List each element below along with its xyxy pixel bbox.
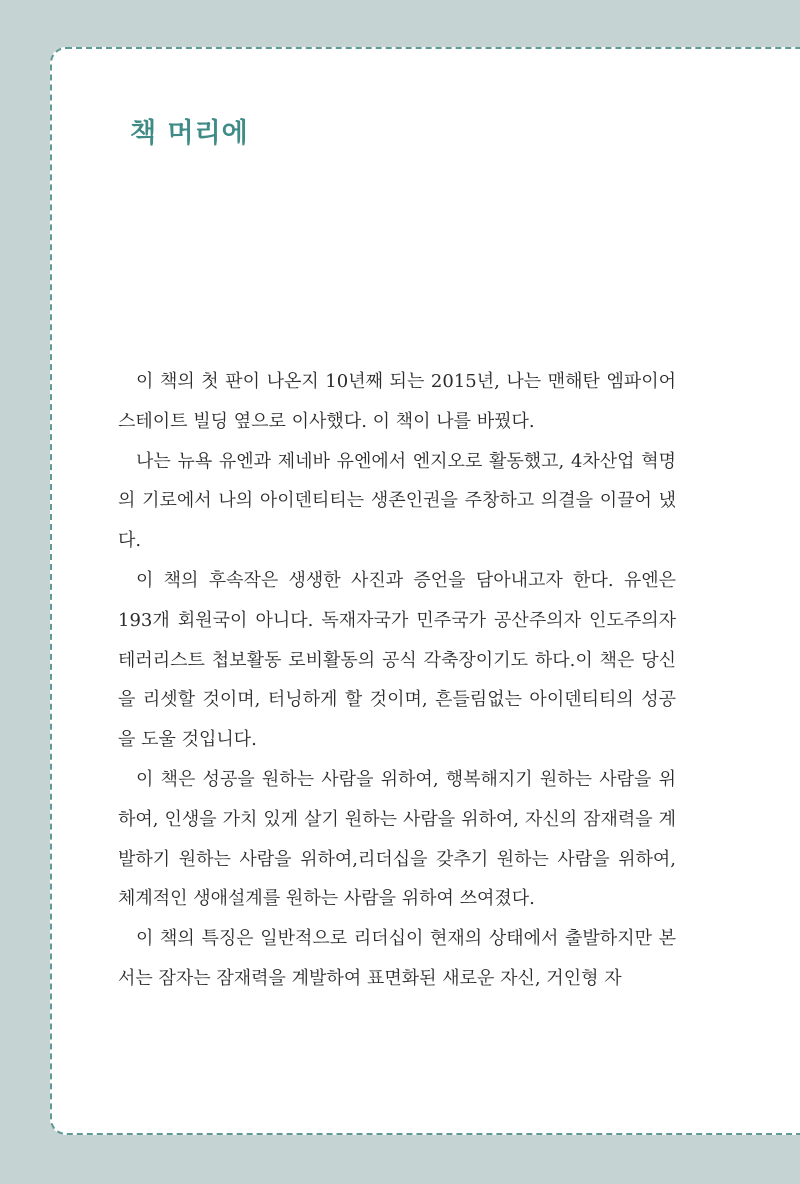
paragraph: 이 책의 후속작은 생생한 사진과 증언을 담아내고자 한다. 유엔은 193개 회원국이 아니다. 독재자국가 민주국가 공산주의자 인도주의자 테러리스트 첩보활동 로비활동의 공식 각축장이기도 하다.이 책은 당신을 리셋할 것이며, 터닝하게 할 것이며, 흔들림없는 아이덴티티의 성공을 도울 것입니다.: [118, 569, 676, 751]
paragraph: 이 책의 첫 판이 나온지 10년째 되는 2015년, 나는 맨해탄 엠파이어스테이트 빌딩 옆으로 이사했다. 이 책이 나를 바꿨다.: [118, 371, 676, 432]
body-text: [118, 362, 676, 999]
paragraph: 나는 뉴욕 유엔과 제네바 유엔에서 엔지오로 활동했고, 4차산업 혁명의 기로에서 나의 아이덴티티는 생존인권을 주창하고 의결을 이끌어 냈다.: [118, 450, 676, 552]
paragraph: 이 책은 성공을 원하는 사람을 위하여, 행복해지기 원하는 사람을 위하여, 인생을 가치 있게 살기 원하는 사람을 위하여, 자신의 잠재력을 계발하기 원하는 사람을 위하여,리더십을 갖추기 원하는 사람을 위하여, 체계적인 생애설계를 원하는 사람을 위하여 쓰여졌다.: [118, 768, 676, 910]
paragraph: 이 책의 특징은 일반적으로 리더십이 현재의 상태에서 출발하지만 본서는 잠자는 잠재력을 계발하여 표면화된 새로운 자신, 거인형 자: [118, 928, 676, 989]
chapter-title: 책 머리에: [130, 118, 249, 149]
